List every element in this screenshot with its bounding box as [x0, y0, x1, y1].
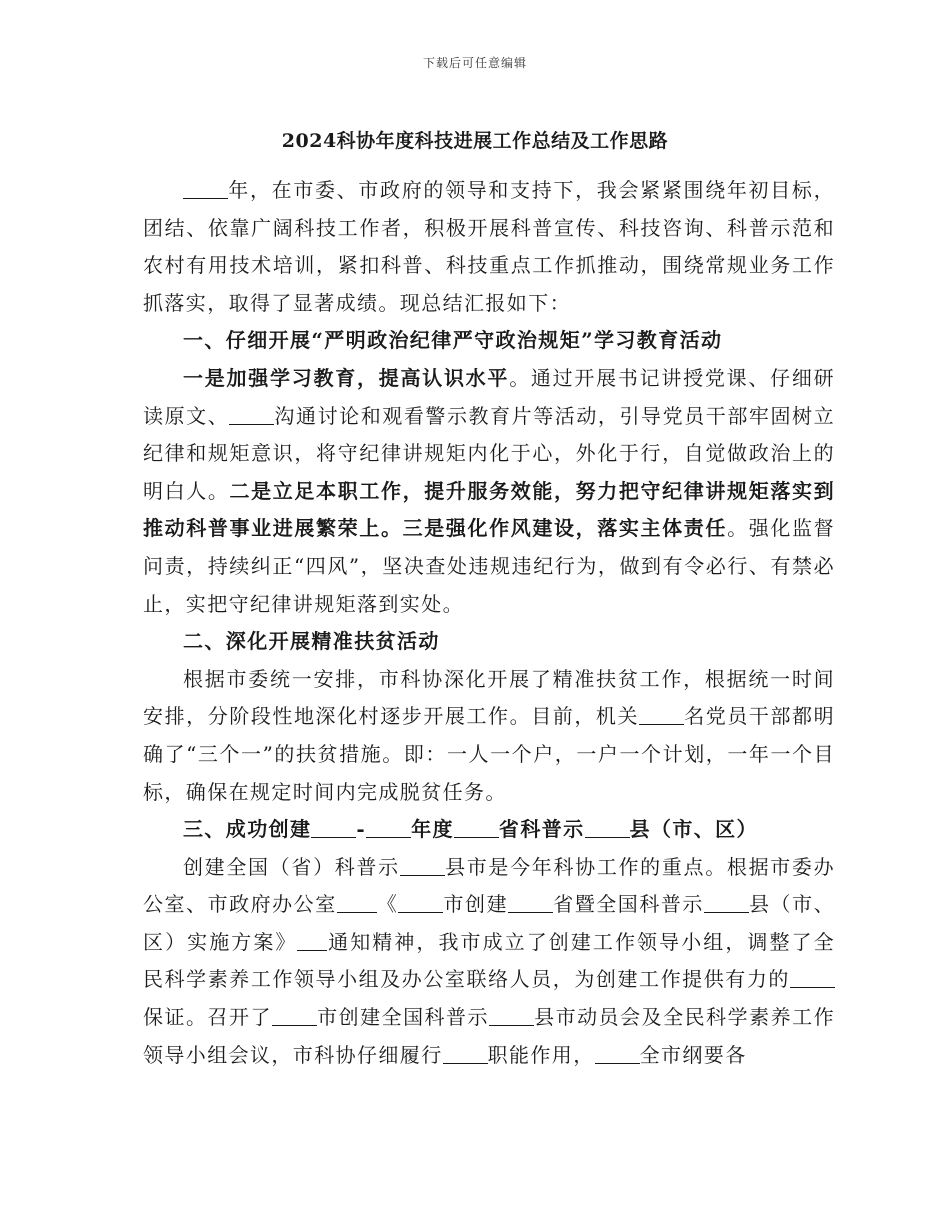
blank-field	[229, 402, 274, 425]
blank-field	[337, 890, 377, 913]
blank-field	[297, 928, 327, 951]
blank-field	[639, 702, 684, 725]
blank-field	[443, 1041, 488, 1064]
blank-field	[400, 853, 445, 876]
blank-field	[183, 176, 228, 199]
document-body	[143, 172, 835, 1074]
blank-field	[704, 890, 749, 913]
section-1-paragraph: 一是加强学习教育，提高认识水平。通过开展书记讲授党课、仔细研读原文、 沟通讨论和观看警示教育片等活动，引导党员干部牢固树立纪律和规矩意识，将守纪律讲规矩内化于心，外化于行，自觉做政治上的明白人。二是立足本职工作，提升服务效能，努力把守纪律讲规矩落实到推动科普事业进展繁荣上。三是强化作风建设，落实主体责任。强化监督问责，持续纠正“四风”，坚决查处违规违纪行为，做到有令必行、有禁必止，实把守纪律讲规矩落到实处。	[143, 365, 836, 616]
blank-field	[595, 1041, 640, 1064]
blank-field	[790, 965, 835, 988]
bold-point-1: 一是加强学习教育，提高认识水平	[183, 365, 510, 390]
blank-field	[489, 1003, 534, 1026]
blank-field	[272, 1003, 317, 1026]
bold-point-2-3: 二是立足本职工作，提升服务效能，努力把守纪律讲规矩落实到推动科普事业进展繁荣上。三是强化作风建设，落实主体责任	[143, 478, 835, 541]
blank-field	[311, 815, 356, 838]
blank-field	[585, 815, 630, 838]
section-heading-2: 二、深化开展精准扶贫活动	[183, 629, 440, 654]
blank-field	[398, 890, 443, 913]
blank-field	[508, 890, 553, 913]
blank-field	[366, 815, 411, 838]
page-header: 下载后可任意编辑	[422, 56, 527, 70]
section-3-paragraph: 创建全国（省）科普示 县市是今年科协工作的重点。根据市委办公室、市政府办公室 《 市创建 省暨全国科普示 县（市、区）实施方案》 通知精神，我市成立了创建工作领导小组，调整了全民科学素养工作领导小组及办公室联络人员，为创建工作提供有力的保证。召开了 市创建全国科普示 县市动员会及全民科学素养工作领导小组会议，市科协仔细履行 职能作用， 全市纲要各	[143, 854, 836, 1067]
section-heading-3: 三、成功创建 - 年度 省科普示 县（市、区）	[183, 817, 758, 842]
blank-field	[454, 815, 499, 838]
section-heading-1: 一、仔细开展“严明政治纪律严守政治规矩”学习教育活动	[183, 328, 723, 353]
document-title: 2024科协年度科技进展工作总结及工作思路	[281, 130, 669, 152]
intro-paragraph: 年，在市委、市政府的领导和支持下，我会紧紧围绕年初目标，团结、依靠广阔科技工作者，积极开展科普宣传、科技咨询、科普示范和农村有用技术培训，紧扣科普、科技重点工作抓推动，围绕常规业务工作抓落实，取得了显著成绩。现总结汇报如下：	[143, 178, 835, 315]
section-2-paragraph: 根据市委统一安排，市科协深化开展了精准扶贫工作，根据统一时间安排，分阶段性地深化村逐步开展工作。目前，机关 名党员干部都明确了“三个一”的扶贫措施。即：一人一个户，一户一个计划，一年一个目标，确保在规定时间内完成脱贫任务。	[143, 666, 835, 804]
